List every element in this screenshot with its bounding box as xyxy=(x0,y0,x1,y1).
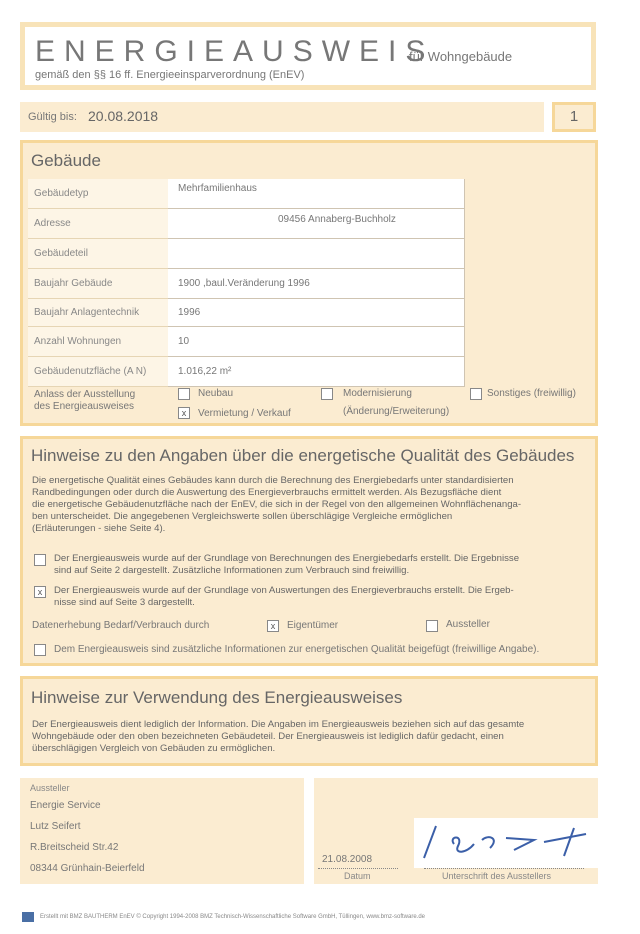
issuer-box xyxy=(20,778,304,884)
issuer-line: 08344 Grünhain-Beierfeld xyxy=(30,863,145,874)
date-label: Datum xyxy=(344,871,371,881)
option-verbrauch-text xyxy=(54,585,594,609)
signature-label: Unterschrift des Ausstellers xyxy=(442,871,552,881)
label-neubau: Neubau xyxy=(198,388,234,399)
address-text: 09456 Annaberg-Buchholz xyxy=(278,214,396,225)
label-eigentuemer: Eigentümer xyxy=(287,620,339,631)
usage-notes-section xyxy=(20,676,598,766)
row-value-anzahl-wohnungen: 10 xyxy=(168,327,465,357)
usage-line: Wohngebäude oder den oben bezeichneten Gebäudeteil. Der Energieausweis ist lediglich dafür gedacht, einen xyxy=(32,731,504,742)
paragraph-line: Randbedingungen oder durch die Auswertung des Energieverbrauchs ermittelt werden. Als Bezugsfläche dient xyxy=(32,487,502,498)
label-zusatz: Dem Energieausweis sind zusätzliche Informationen zur energetischen Qualität beigefügt (freiwillige Angabe). xyxy=(54,644,540,655)
row-value-adresse xyxy=(168,209,465,239)
option-bedarf-line: Der Energieausweis wurde auf der Grundlage von Berechnungen des Energiebedarfs erstellt. Die Ergebnisse xyxy=(54,553,520,564)
reason-label-line2: des Energieausweises xyxy=(34,401,135,412)
quality-notes-title: Hinweise zu den Angaben über die energetische Qualität des Gebäudes xyxy=(31,446,575,465)
issuer-line: Energie Service xyxy=(30,800,101,811)
document-header xyxy=(20,22,596,90)
checkbox-zusatz[interactable] xyxy=(34,644,46,656)
software-logo-icon xyxy=(22,912,34,922)
row-value-gebaeudeteil xyxy=(168,239,465,269)
checkbox-vermietung[interactable]: x xyxy=(178,407,190,419)
validity-bar xyxy=(20,102,544,132)
reason-label-line1: Anlass der Ausstellung xyxy=(34,389,136,400)
document-subtitle: für Wohngebäude xyxy=(409,49,513,64)
row-label-adresse: Adresse xyxy=(28,209,168,239)
row-value-baujahr-anlagentechnik: 1996 xyxy=(168,299,465,327)
paragraph-line: Die energetische Qualität eines Gebäudes kann durch die Berechnung des Energiebedarfs unter standardisierten xyxy=(32,475,514,486)
validity-label: Gültig bis: xyxy=(28,111,77,123)
date-line xyxy=(318,868,398,869)
signature-box xyxy=(314,778,598,884)
checkbox-modernisierung[interactable] xyxy=(321,388,333,400)
paragraph-line: die energetische Gebäudenutzfläche nach der EnEV, die sich in der Regel von den allgemeinen Wohnflächenanga- xyxy=(32,499,522,510)
row-label-gebaeudetyp: Gebäudetyp xyxy=(28,179,168,209)
validity-date: 20.08.2018 xyxy=(88,108,159,124)
option-verbrauch-line: nisse sind auf Seite 3 dargestellt. xyxy=(54,597,195,608)
usage-notes-text xyxy=(32,719,594,755)
page-number: 1 xyxy=(552,102,596,132)
document-title: ENERGIEAUSWEIS xyxy=(35,35,435,68)
option-bedarf-line: sind auf Seite 2 dargestellt. Zusätzliche Informationen zum Verbrauch sind freiwillig. xyxy=(54,565,410,576)
usage-line: Der Energieausweis dient lediglich der Information. Die Angaben im Energieausweis beziehen sich auf das gesamte xyxy=(32,719,525,730)
checkbox-bedarf[interactable] xyxy=(34,554,46,566)
paragraph-line: ben unterscheidet. Die angegebenen Vergleichswerte sollen überschlägige Vergleiche ermöglichen xyxy=(32,511,453,522)
row-label-gebaeudeteil: Gebäudeteil xyxy=(28,239,168,269)
quality-notes-paragraph xyxy=(32,475,594,535)
building-section xyxy=(20,140,598,426)
row-label-anzahl-wohnungen: Anzahl Wohnungen xyxy=(28,327,168,357)
checkbox-aussteller[interactable] xyxy=(426,620,438,632)
row-value-gebaeudetyp: Mehrfamilienhaus xyxy=(168,179,465,209)
paragraph-line: (Erläuterungen - siehe Seite 4). xyxy=(32,523,166,534)
label-modernisierung: Modernisierung xyxy=(343,388,412,399)
row-label-nutzflaeche: Gebäudenutzfläche (A N) xyxy=(28,357,168,387)
usage-line: überschlägigen Vergleich von Gebäuden zu ermöglichen. xyxy=(32,743,276,754)
checkbox-neubau[interactable] xyxy=(178,388,190,400)
footer-text: Erstellt mit BMZ BAUTHERM EnEV © Copyright 1994-2008 BMZ Technisch-Wissenschaftliche Software GmbH, Tüllingen, www.bmz-software.de xyxy=(40,914,425,920)
row-label-baujahr-anlagentechnik: Baujahr Anlagentechnik xyxy=(28,299,168,327)
datenerhebung-label: Datenerhebung Bedarf/Verbrauch durch xyxy=(32,620,210,631)
label-aussteller: Aussteller xyxy=(446,619,490,630)
building-title: Gebäude xyxy=(31,151,101,170)
checkbox-sonstiges[interactable] xyxy=(470,388,482,400)
signature-line xyxy=(424,868,584,869)
option-verbrauch-line: Der Energieausweis wurde auf der Grundlage von Auswertungen des Energieverbrauchs erstellt. Die Ergeb- xyxy=(54,585,514,596)
issuer-line: Lutz Seifert xyxy=(30,821,81,832)
issuer-label: Aussteller xyxy=(30,783,70,793)
issuer-line: R.Breitscheid Str.42 xyxy=(30,842,119,853)
label-modernisierung-sub: (Änderung/Erweiterung) xyxy=(343,406,450,417)
checkbox-verbrauch[interactable]: x xyxy=(34,586,46,598)
row-label-baujahr-gebaeude: Baujahr Gebäude xyxy=(28,269,168,299)
row-value-nutzflaeche: 1.016,22 m² xyxy=(168,357,465,387)
quality-notes-section xyxy=(20,436,598,666)
label-vermietung: Vermietung / Verkauf xyxy=(198,408,291,419)
label-sonstiges: Sonstiges (freiwillig) xyxy=(487,388,576,399)
legal-basis: gemäß den §§ 16 ff. Energieeinsparverordnung (EnEV) xyxy=(35,69,305,81)
option-bedarf-text xyxy=(54,553,594,577)
building-photo-area xyxy=(466,179,595,387)
row-value-baujahr-gebaeude: 1900 ,baul.Veränderung 1996 xyxy=(168,269,465,299)
issue-date: 21.08.2008 xyxy=(322,854,373,865)
usage-notes-title: Hinweise zur Verwendung des Energieausweises xyxy=(31,688,403,707)
checkbox-eigentuemer[interactable]: x xyxy=(267,620,279,632)
signature-area xyxy=(414,818,598,868)
signature-graphic xyxy=(414,818,598,868)
